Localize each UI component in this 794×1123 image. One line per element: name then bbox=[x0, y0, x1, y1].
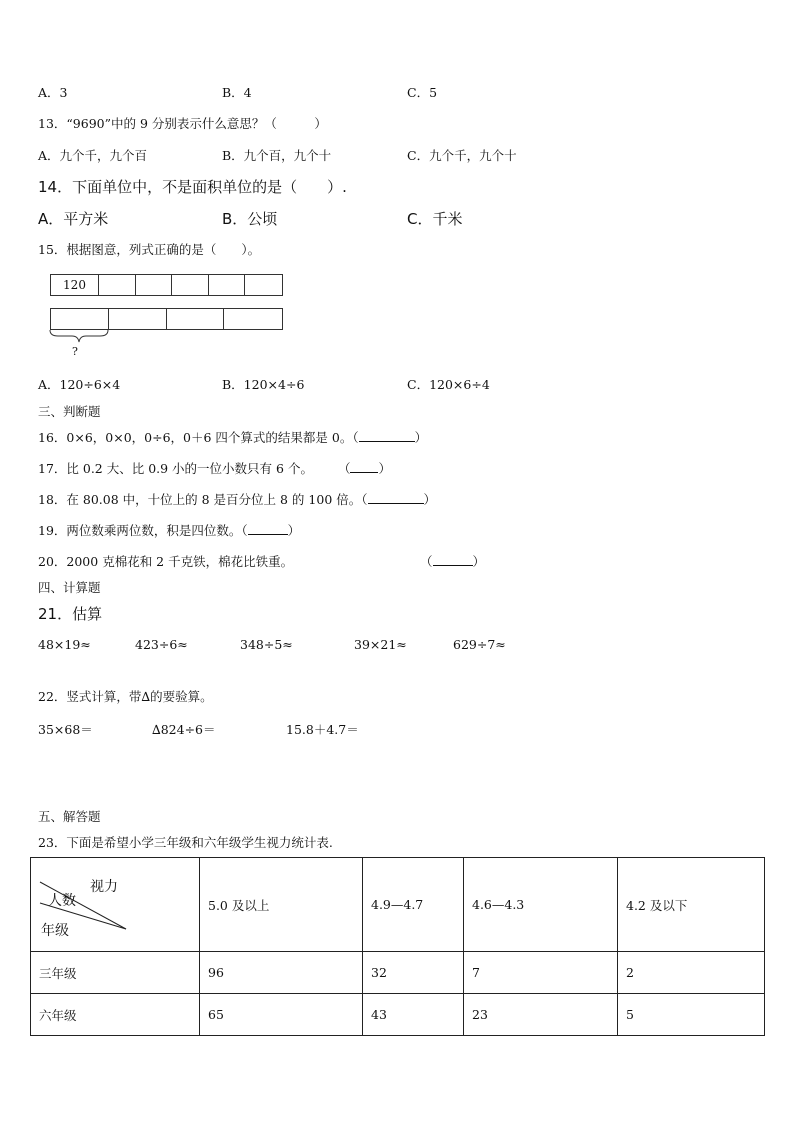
q16-answer-blank[interactable] bbox=[359, 429, 415, 442]
q12-option-a: A．3 bbox=[38, 85, 68, 100]
top-bar-segment bbox=[136, 275, 172, 295]
top-bar-segment bbox=[245, 275, 282, 295]
q22-item-1: 35×68＝ bbox=[38, 722, 93, 737]
q15-option-c: C．120×6÷4 bbox=[407, 377, 490, 392]
q18-text: 18．在 80.08 中，十位上的 8 是百分位上 8 的 100 倍。（ bbox=[38, 492, 368, 507]
q22-item-3: 15.8＋4.7＝ bbox=[286, 722, 359, 737]
q18-answer-blank[interactable] bbox=[368, 491, 424, 504]
column-header: 4.9—4.7 bbox=[363, 858, 464, 952]
q15-option-a: A．120÷6×4 bbox=[38, 377, 121, 392]
q19-close: ） bbox=[287, 523, 301, 538]
q20-open: （ bbox=[420, 554, 433, 569]
column-header: 5.0 及以上 bbox=[200, 858, 363, 952]
q16-close: ） bbox=[414, 430, 428, 445]
top-bar-segment bbox=[99, 275, 136, 295]
q13-option-c: C．九个千，九个十 bbox=[407, 148, 517, 163]
q17 bbox=[38, 459, 391, 477]
q20-answer-blank[interactable] bbox=[433, 553, 473, 566]
bottom-bar bbox=[50, 308, 283, 330]
bottom-bar-segment bbox=[224, 309, 282, 329]
section-5-heading: 五、解答题 bbox=[38, 809, 101, 824]
q14-option-a: A．平方米 bbox=[38, 210, 109, 228]
q19-answer-blank[interactable] bbox=[248, 522, 288, 535]
top-bar bbox=[50, 274, 283, 296]
q21-item-1: 48×19≈ bbox=[38, 637, 91, 652]
q17-text: 17．比 0.2 大、比 0.9 小的一位小数只有 6 个。 （ bbox=[38, 461, 351, 476]
section-4-heading: 四、计算题 bbox=[38, 580, 101, 595]
vision-stats-table bbox=[30, 857, 765, 1036]
table-cell: 43 bbox=[363, 994, 464, 1036]
q14-option-b: B．公顷 bbox=[222, 210, 278, 228]
q20-text: 20．2000 克棉花和 2 千克铁，棉花比铁重。 bbox=[38, 554, 294, 569]
table-cell: 5 bbox=[618, 994, 765, 1036]
q17-answer-blank[interactable] bbox=[350, 460, 378, 473]
column-header: 4.6—4.3 bbox=[464, 858, 618, 952]
q16 bbox=[38, 428, 427, 446]
row-grade: 三年级 bbox=[31, 952, 200, 994]
q20-answer bbox=[420, 552, 485, 570]
q21-stem: 21．估算 bbox=[38, 605, 103, 623]
row-grade: 六年级 bbox=[31, 994, 200, 1036]
q14-stem: 14．下面单位中，不是面积单位的是（ ）. bbox=[38, 178, 347, 196]
q15-option-b: B．120×4÷6 bbox=[222, 377, 305, 392]
table-row bbox=[31, 952, 765, 994]
q12-option-c: C．5 bbox=[407, 85, 438, 100]
q13-option-a: A．九个千，九个百 bbox=[38, 148, 148, 163]
table-row bbox=[31, 994, 765, 1036]
q20-close: ） bbox=[472, 554, 486, 569]
section-3-heading: 三、判断题 bbox=[38, 404, 101, 419]
q18-close: ） bbox=[423, 492, 437, 507]
q22-item-2: ∆824÷6＝ bbox=[152, 722, 216, 737]
bottom-bar-segment bbox=[167, 309, 224, 329]
top-bar-segment-labeled: 120 bbox=[51, 275, 99, 295]
table-corner-cell bbox=[31, 858, 200, 952]
q13-option-b: B．九个百，九个十 bbox=[222, 148, 332, 163]
brace-question-mark: ? bbox=[72, 345, 78, 358]
brace-icon bbox=[48, 328, 112, 344]
q17-close: ） bbox=[378, 461, 391, 476]
q21-item-4: 39×21≈ bbox=[354, 637, 407, 652]
q21-item-5: 629÷7≈ bbox=[453, 637, 506, 652]
q15-stem: 15．根据图意，列式正确的是（ ）。 bbox=[38, 242, 261, 257]
q22-stem: 22．竖式计算，带∆的要验算。 bbox=[38, 689, 213, 704]
table-header-row bbox=[31, 858, 765, 952]
q19 bbox=[38, 521, 300, 539]
corner-label-grade: 年级 bbox=[41, 923, 69, 939]
table-cell: 32 bbox=[363, 952, 464, 994]
corner-label-count: 人数 bbox=[48, 893, 76, 909]
q23-stem: 23．下面是希望小学三年级和六年级学生视力统计表. bbox=[38, 835, 333, 850]
top-bar-segment bbox=[209, 275, 245, 295]
corner-label-vision: 视力 bbox=[90, 879, 118, 895]
top-bar-segment bbox=[172, 275, 209, 295]
bottom-bar-segment bbox=[51, 309, 109, 329]
table-cell: 7 bbox=[464, 952, 618, 994]
q18 bbox=[38, 490, 436, 508]
table-cell: 2 bbox=[618, 952, 765, 994]
q19-text: 19．两位数乘两位数，积是四位数。（ bbox=[38, 523, 248, 538]
bottom-bar-segment bbox=[109, 309, 167, 329]
q12-option-b: B．4 bbox=[222, 85, 252, 100]
q13-stem: 13．“9690”中的 9 分别表示什么意思？（ ） bbox=[38, 116, 327, 131]
q16-text: 16．0×6，0×0，0÷6，0＋6 四个算式的结果都是 0。（ bbox=[38, 430, 359, 445]
table-cell: 96 bbox=[200, 952, 363, 994]
q21-item-2: 423÷6≈ bbox=[135, 637, 188, 652]
column-header: 4.2 及以下 bbox=[618, 858, 765, 952]
table-cell: 65 bbox=[200, 994, 363, 1036]
q14-option-c: C．千米 bbox=[407, 210, 463, 228]
table-cell: 23 bbox=[464, 994, 618, 1036]
q21-item-3: 348÷5≈ bbox=[240, 637, 293, 652]
